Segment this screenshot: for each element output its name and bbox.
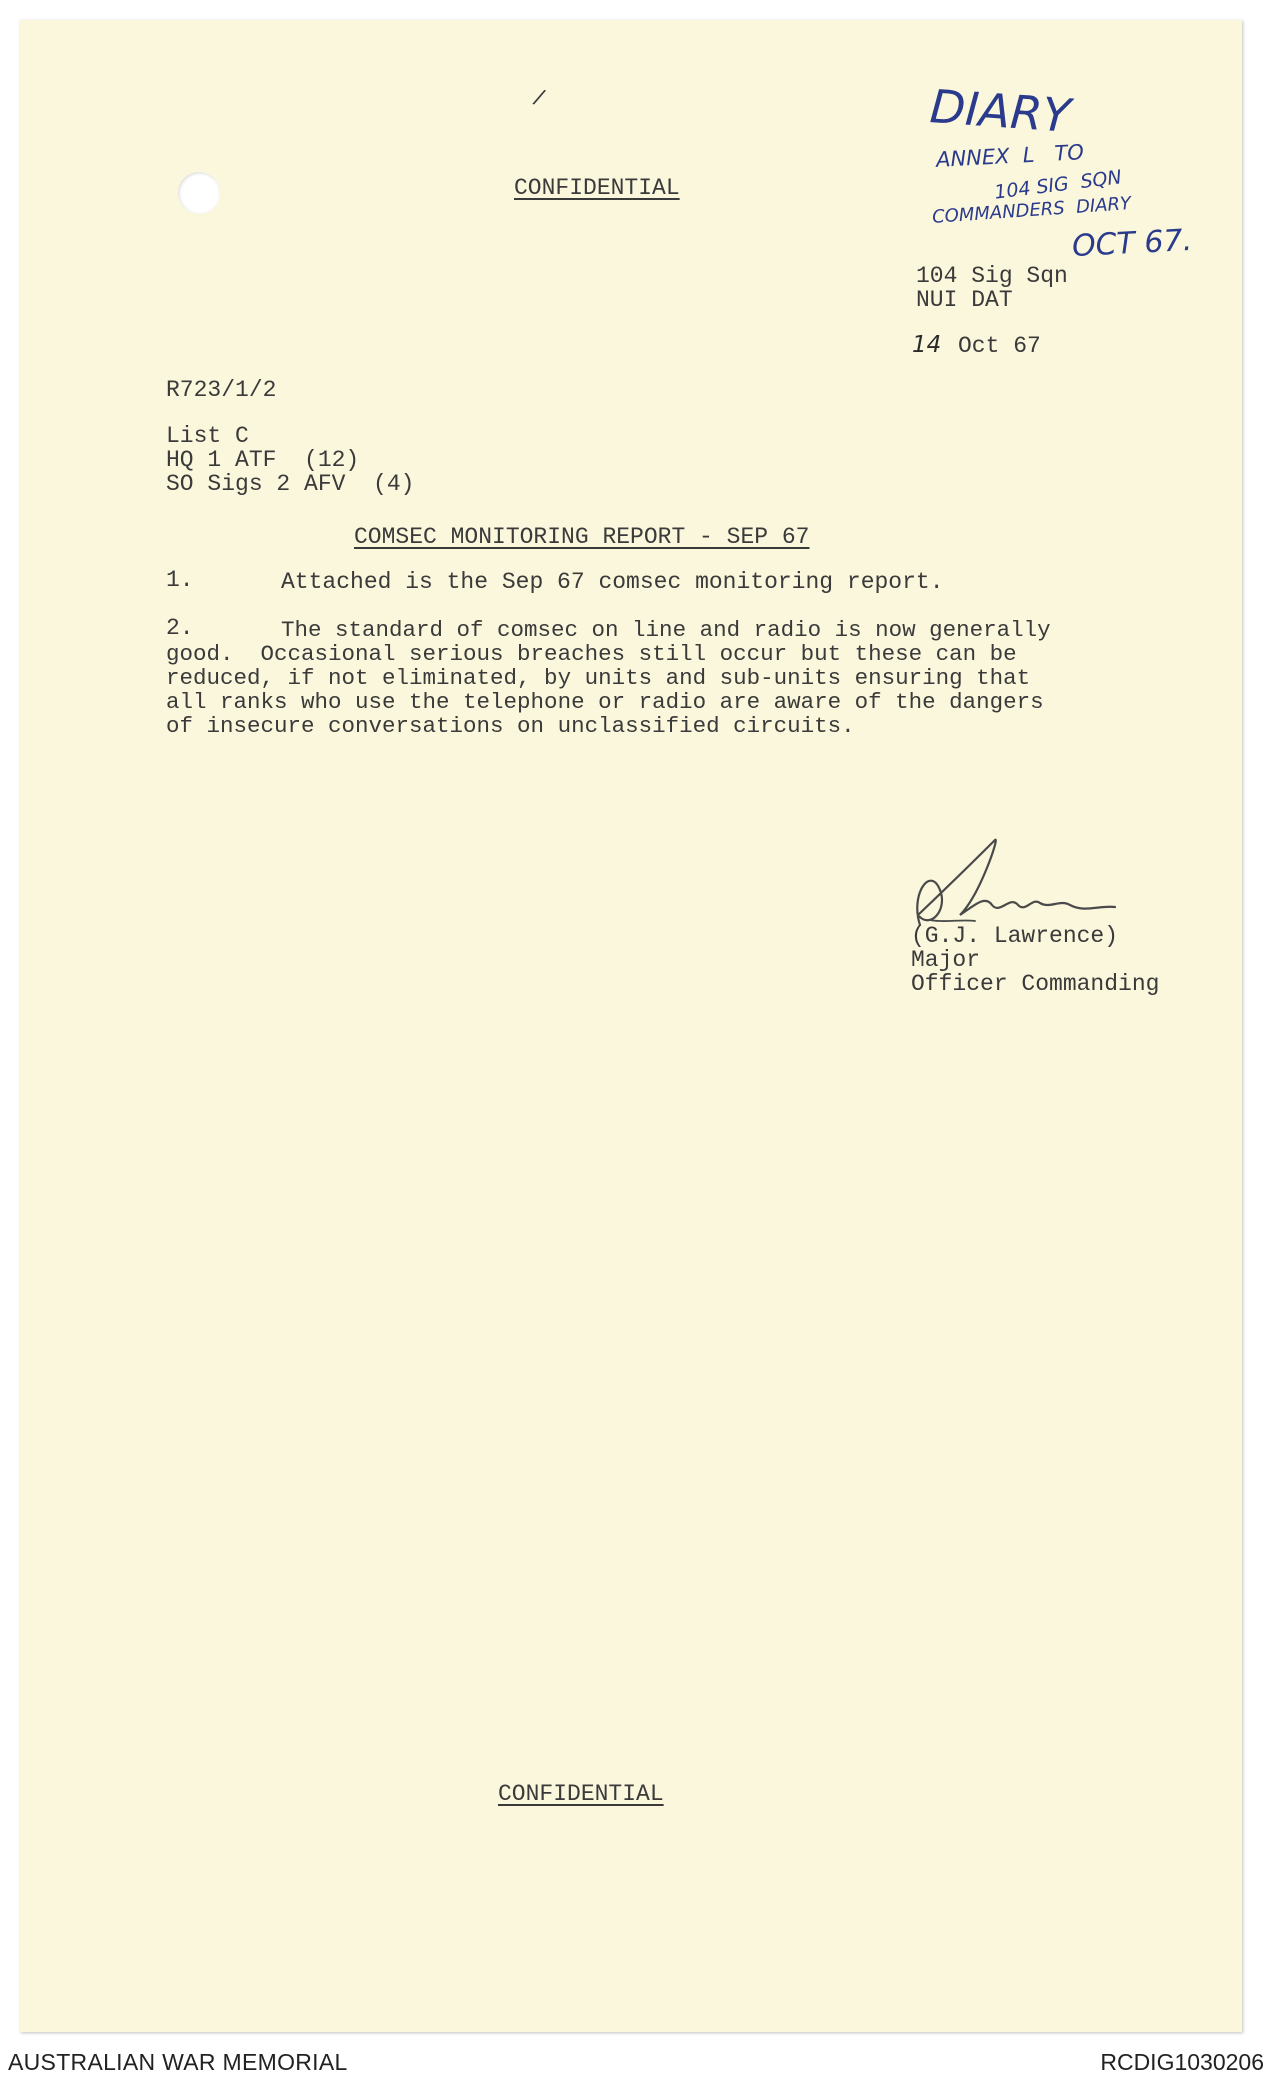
subject-heading: COMSEC MONITORING REPORT - SEP 67 bbox=[354, 524, 810, 550]
paragraph-2-number: 2. bbox=[166, 615, 194, 641]
annotation-annex: ANNEX L TO bbox=[935, 140, 1085, 172]
paragraph-2-line: The standard of comsec on line and radio is now generally bbox=[281, 617, 1051, 643]
annotation-diary: DIARY bbox=[928, 79, 1073, 143]
paragraph-2 bbox=[166, 615, 1106, 739]
reference-number: R723/1/2 bbox=[166, 377, 277, 403]
signatory-rank: Major bbox=[911, 947, 981, 973]
date-month-year: Oct 67 bbox=[958, 333, 1041, 359]
paragraph-2-line: all ranks who use the telephone or radio are aware of the dangers bbox=[166, 689, 1044, 715]
archive-name: AUSTRALIAN WAR MEMORIAL bbox=[8, 2049, 348, 2075]
unit-location: NUI DAT bbox=[916, 287, 1013, 313]
distribution-line: SO Sigs 2 AFV (4) bbox=[166, 471, 415, 497]
page-mark: / bbox=[529, 85, 548, 114]
punch-hole bbox=[178, 172, 220, 214]
signatory-name: (G.J. Lawrence) bbox=[911, 923, 1119, 949]
paragraph-1-number: 1. bbox=[166, 567, 194, 593]
archive-id: RCDIG1030206 bbox=[1100, 2049, 1264, 2075]
classification-top: CONFIDENTIAL bbox=[514, 175, 680, 201]
date-day: 14 bbox=[912, 332, 942, 358]
annotation-unit: 104 SIG SQN bbox=[993, 166, 1123, 204]
paragraph-2-line: of insecure conversations on unclassified circuits. bbox=[166, 713, 855, 739]
annotation-month: OCT 67. bbox=[1071, 222, 1193, 265]
annotation-commanders-diary: COMMANDERS DIARY bbox=[931, 193, 1132, 228]
paragraph-1-text: Attached is the Sep 67 comsec monitoring report. bbox=[281, 569, 944, 595]
classification-bottom: CONFIDENTIAL bbox=[498, 1781, 664, 1807]
unit-name: 104 Sig Sqn bbox=[916, 263, 1068, 289]
document-page bbox=[20, 20, 1242, 2032]
signatory-title: Officer Commanding bbox=[911, 971, 1160, 997]
distribution-line: List C bbox=[166, 423, 249, 449]
paragraph-2-line: reduced, if not eliminated, by units and sub-units ensuring that bbox=[166, 665, 1031, 691]
paragraph-2-line: good. Occasional serious breaches still occur but these can be bbox=[166, 641, 1017, 667]
distribution-line: HQ 1 ATF (12) bbox=[166, 447, 360, 473]
